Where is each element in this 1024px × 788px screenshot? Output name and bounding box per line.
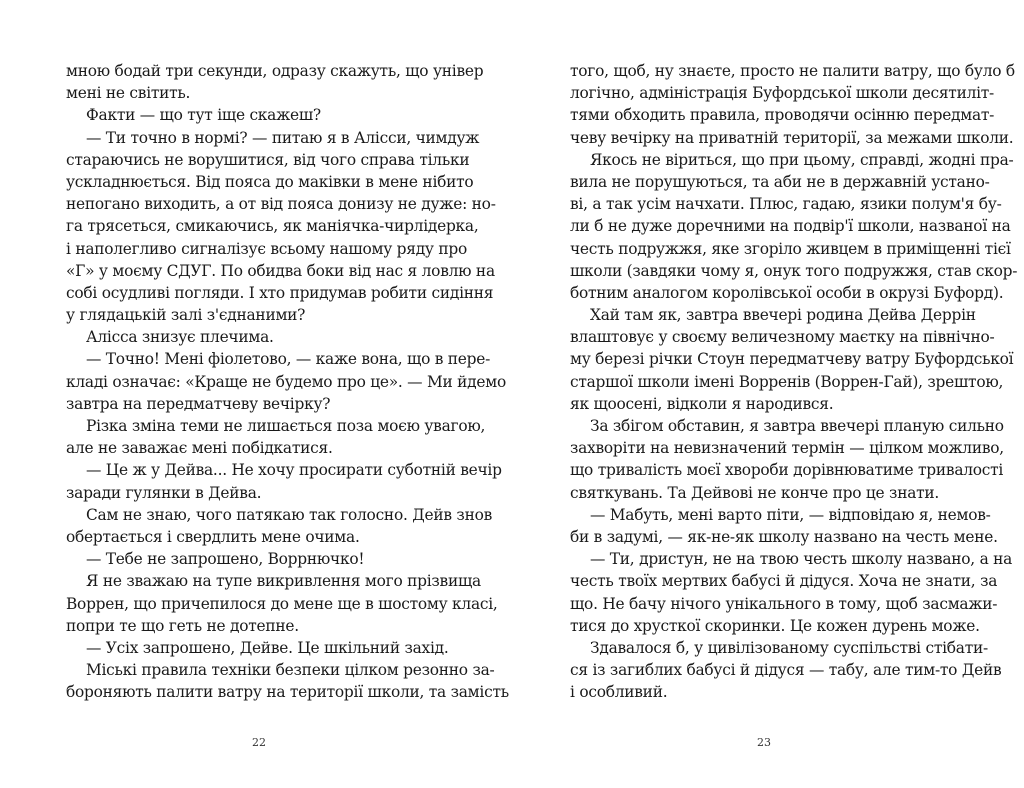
text-line: влаштовує у своєму величезному маєтку на північно-: [570, 328, 995, 347]
text-line: і наполегливо сигналізує всьому нашому ряду про: [66, 239, 468, 258]
text-line: би в задумі, — як-не-як школу названо на честь мене.: [570, 527, 998, 546]
text-line: Факти — що тут іще скажеш?: [86, 106, 321, 125]
text-line: школи (завдяки чому я, онук того подружжя, став скор-: [570, 261, 1018, 280]
text-line: тися до хрусткої скоринки. Це кожен дурень може.: [570, 616, 980, 635]
text-line: ся із загиблих бабусі й дідуся — табу, але тим-то Дейв: [570, 661, 1002, 680]
text-line: ли б не дуже доречними на подвір'ї школи, названої на: [570, 217, 1011, 236]
text-line: непогано виходить, а от від пояса донизу не дуже: но-: [66, 195, 496, 214]
text-line: але не заважає мені побідкатися.: [66, 439, 333, 458]
text-line: Якось не віриться, що при цьому, справді, жодні пра-: [590, 150, 1014, 169]
text-line: кладі означає: «Краще не будемо про це». — Ми йдемо: [66, 372, 506, 391]
text-line: ві, а так усім начхати. Плюс, гадаю, язики полум'я бу-: [570, 195, 1002, 214]
text-line: «Г» у моєму СДУГ. По обидва боки від нас я ловлю на: [66, 261, 495, 280]
text-line: вила не порушуються, та аби не в державній устано-: [570, 172, 990, 191]
text-line: — Ти, дристун, не на твою честь школу названо, а на: [590, 550, 1013, 569]
text-line: стараючись не ворушитися, від чого справа тільки: [66, 150, 470, 169]
text-line: собі осудливі погляди. І хто придумав робити сидіння: [66, 283, 494, 302]
text-line: Хай там як, завтра ввечері родина Дейва Деррін: [590, 306, 976, 325]
text-line: му березі річки Стоун передматчеву ватру Буфордської: [570, 350, 1014, 369]
right-page: [570, 60, 1018, 703]
text-line: ускладнюється. Від пояса до маківки в мене нібито: [66, 172, 474, 191]
text-line: — Тебе не запрошено, Воррнючко!: [86, 550, 365, 569]
text-line: га трясеться, смикаючись, як маніячка-чирлідерка,: [66, 217, 479, 236]
text-line: завтра на передматчеву вечірку?: [66, 394, 331, 413]
page-number-right: 23: [757, 736, 771, 749]
text-line: що тривалість моєї хвороби дорівнюватиме тривалості: [570, 461, 1004, 480]
text-line: заради гулянки в Дейва.: [66, 483, 262, 502]
text-line: За збігом обставин, я завтра ввечері планую сильно: [590, 417, 1004, 435]
page-number-left: 22: [252, 736, 266, 749]
text-line: честь подружжя, яке згоріло живцем в приміщенні тієї: [570, 239, 1011, 258]
text-line: Сам не знаю, чого патякаю так голосно. Дейв знов: [86, 505, 493, 524]
text-line: — Мабуть, мені варто піти, — відповідаю я, немов-: [590, 505, 991, 524]
text-line: тями обходить правила, проводячи осінню передмат-: [570, 106, 995, 125]
text-line: бороняють палити ватру на території школи, та замість: [66, 683, 509, 702]
text-line: логічно, адміністрація Буфордської школи десятиліт-: [570, 84, 994, 103]
text-line: старшої школи імені Ворренів (Воррен-Гай), зрештою,: [570, 372, 1004, 391]
text-line: мені не світить.: [66, 84, 191, 103]
text-line: Воррен, що причепилося до мене ще в шостому класі,: [66, 594, 498, 613]
text-line: честь твоїх мертвих бабусі й дідуся. Хоча не знати, за: [570, 572, 998, 591]
text-line: — Це ж у Дейва... Не хочу просирати суботній вечір: [86, 461, 502, 480]
left-page: [66, 60, 509, 703]
text-line: Здавалося б, у цивілізованому суспільстві стібати-: [590, 638, 988, 657]
text-line: що. Не бачу нічого унікального в тому, щоб засмажи-: [570, 594, 998, 613]
text-line: того, щоб, ну знаєте, просто не палити ватру, що було б: [570, 62, 1015, 80]
text-line: і особливий.: [570, 683, 668, 702]
text-line: мною бодай три секунди, одразу скажуть, що універ: [66, 62, 484, 80]
text-line: святкувань. Та Дейвові не конче про це знати.: [570, 483, 940, 502]
text-line: як щоосені, відколи я народився.: [570, 394, 834, 413]
text-line: Алісса знизує плечима.: [86, 328, 274, 347]
text-line: — Точно! Мені фіолетово, — каже вона, що в пере-: [86, 350, 491, 369]
text-line: — Ти точно в нормі? — питаю я в Алісси, чимдуж: [86, 128, 480, 147]
text-line: Я не зважаю на тупе викривлення мого прізвища: [86, 572, 481, 591]
text-line: попри те що геть не дотепне.: [66, 616, 299, 635]
text-line: — Усіх запрошено, Дейве. Це шкільний захід.: [86, 638, 449, 657]
text-line: чеву вечірку на приватній території, за межами школи.: [570, 128, 1014, 147]
text-line: захворіти на невизначений термін — цілком можливо,: [570, 439, 1004, 458]
text-line: обертається і свердлить мене очима.: [66, 527, 360, 546]
text-line: Різка зміна теми не лишається поза моєю увагою,: [86, 417, 486, 435]
text-line: Міські правила техніки безпеки цілком резонно за-: [86, 661, 495, 680]
text-line: у глядацькій залі з'єднаними?: [66, 306, 306, 325]
text-line: ботним аналогом королівської особи в окрузі Буфорд).: [570, 283, 1004, 302]
